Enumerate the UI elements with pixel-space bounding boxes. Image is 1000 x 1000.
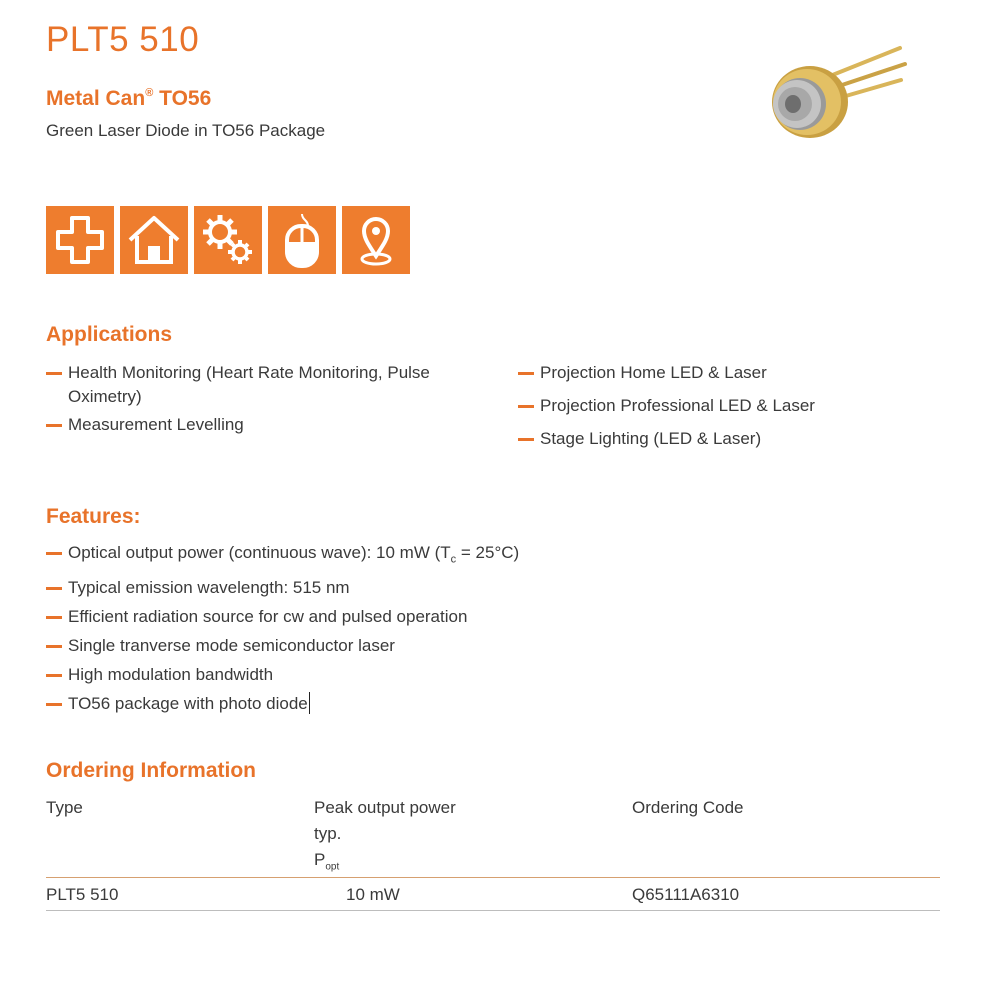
feature-text: Optical output power (continuous wave): 10 mW (T <box>68 543 451 562</box>
package-name: Metal Can <box>46 87 146 110</box>
feature-subscript: c <box>450 553 457 566</box>
features-list <box>46 541 746 721</box>
col-header-power-line1: Peak output power <box>314 798 456 817</box>
home-icon <box>120 206 188 274</box>
list-item: High modulation bandwidth <box>46 663 746 687</box>
col-header-power <box>314 795 456 880</box>
list-item: Measurement Levelling <box>46 413 466 437</box>
text-cursor <box>309 692 310 714</box>
features-heading: Features: <box>46 505 141 528</box>
applications-list-left <box>46 361 466 441</box>
page-title: PLT5 510 <box>46 20 200 59</box>
col-header-power-symbol <box>314 847 456 880</box>
cell-power: 10 mW <box>346 885 400 904</box>
list-item: Health Monitoring (Heart Rate Monitoring, Pulse Oximetry) <box>46 361 448 409</box>
list-item <box>46 541 746 571</box>
list-item: Typical emission wavelength: 515 nm <box>46 576 746 600</box>
col-header-type: Type <box>46 798 83 817</box>
list-item: Efficient radiation source for cw and pulsed operation <box>46 605 746 629</box>
registered-mark: ® <box>145 87 154 99</box>
applications-heading: Applications <box>46 323 173 346</box>
package-code: TO56 <box>159 87 212 110</box>
gears-icon <box>194 206 262 274</box>
applications-list-right <box>518 361 958 460</box>
health-cross-icon <box>46 206 114 274</box>
power-symbol-sub: opt <box>325 861 340 873</box>
table-header-rule <box>46 877 940 878</box>
laser-diode-image <box>755 40 915 150</box>
product-description: Green Laser Diode in TO56 Package <box>46 121 326 140</box>
ordering-heading: Ordering Information <box>46 759 256 782</box>
power-symbol: P <box>314 850 326 869</box>
feature-text-end: = 25°C) <box>456 543 520 562</box>
list-item: Projection Professional LED & Laser <box>518 394 958 418</box>
location-pin-icon <box>342 206 410 274</box>
cell-code: Q65111A6310 <box>632 885 740 904</box>
col-header-power-line2: typ. <box>314 824 342 843</box>
list-item[interactable] <box>46 692 746 716</box>
feature-text: TO56 package with photo diode <box>68 694 308 714</box>
application-icons <box>46 206 410 274</box>
list-item: Projection Home LED & Laser <box>518 361 958 385</box>
col-header-code: Ordering Code <box>632 798 744 817</box>
package-heading <box>46 87 211 111</box>
list-item: Stage Lighting (LED & Laser) <box>518 427 958 451</box>
table-bottom-rule <box>46 910 940 911</box>
mouse-icon <box>268 206 336 274</box>
cell-type: PLT5 510 <box>46 885 119 904</box>
list-item: Single tranverse mode semiconductor laser <box>46 634 746 658</box>
